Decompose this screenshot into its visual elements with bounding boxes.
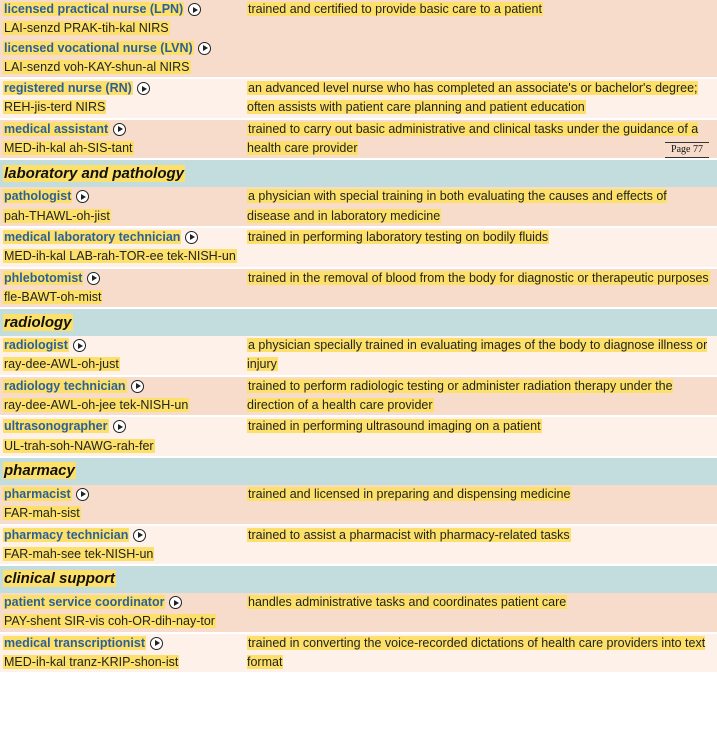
audio-play-icon[interactable] bbox=[113, 123, 126, 136]
term-cell bbox=[0, 78, 243, 119]
audio-play-icon[interactable] bbox=[76, 190, 89, 203]
pronunciation: LAI-senzd PRAK-tih-kal NIRS bbox=[4, 21, 169, 36]
definition-text: a physician specially trained in evaluating images of the body to diagnose illness or injury bbox=[247, 338, 708, 372]
pronunciation: pah-THAWL-oh-jist bbox=[4, 208, 110, 223]
category-header-radiology bbox=[0, 308, 717, 336]
definition-text: handles administrative tasks and coordinates patient care bbox=[248, 595, 567, 610]
audio-play-icon[interactable] bbox=[169, 596, 182, 609]
glossary-row bbox=[0, 336, 717, 376]
audio-play-icon[interactable] bbox=[87, 272, 100, 285]
term-name[interactable]: radiology technician bbox=[4, 378, 126, 393]
definition-text: trained and licensed in preparing and dispensing medicine bbox=[248, 486, 571, 501]
audio-play-icon[interactable] bbox=[133, 529, 146, 542]
audio-play-icon[interactable] bbox=[131, 380, 144, 393]
pronunciation: FAR-mah-sist bbox=[4, 506, 80, 521]
term-entry bbox=[3, 526, 243, 565]
term-name[interactable]: pharmacy technician bbox=[4, 527, 129, 542]
glossary-row bbox=[0, 119, 717, 160]
category-title: clinical support bbox=[4, 570, 115, 588]
definition-cell bbox=[243, 0, 717, 78]
audio-play-icon[interactable] bbox=[185, 231, 198, 244]
glossary-row bbox=[0, 416, 717, 457]
pronunciation: UL-trah-soh-NAWG-rah-fer bbox=[4, 438, 154, 453]
term-entry bbox=[3, 634, 243, 673]
glossary-row bbox=[0, 268, 717, 309]
term-entry bbox=[3, 39, 243, 78]
pronunciation: LAI-senzd voh-KAY-shun-al NIRS bbox=[4, 59, 190, 74]
definition-text: a physician with special training in both evaluating the causes and effects of disease and in laboratory medicine bbox=[247, 189, 667, 223]
term-name[interactable]: licensed vocational nurse (LVN) bbox=[4, 40, 193, 55]
definition-cell bbox=[243, 78, 717, 119]
definition-cell bbox=[243, 633, 717, 674]
definition-text: trained to assist a pharmacist with pharmacy-related tasks bbox=[248, 527, 570, 542]
definition-text: trained and certified to provide basic care to a patient bbox=[248, 2, 542, 16]
pronunciation: ray-dee-AWL-oh-jee tek-NISH-un bbox=[4, 398, 189, 413]
page-number: Page 77 bbox=[665, 142, 709, 158]
definition-text: trained to perform radiologic testing or administer radiation therapy under the direction of a health care provider bbox=[247, 378, 673, 413]
category-title: radiology bbox=[4, 313, 72, 331]
audio-play-icon[interactable] bbox=[113, 420, 126, 433]
definition-text: trained in performing ultrasound imaging on a patient bbox=[248, 419, 541, 434]
definition-text: an advanced level nurse who has completed an associate's or bachelor's degree; often assists with patient care planning and patient education bbox=[247, 81, 698, 115]
term-entry bbox=[3, 377, 243, 416]
audio-play-icon[interactable] bbox=[188, 3, 201, 16]
term-entry bbox=[3, 269, 243, 308]
definition-cell bbox=[243, 187, 717, 227]
pronunciation: PAY-shent SIR-vis coh-OR-dih-nay-tor bbox=[4, 614, 215, 629]
definition-cell bbox=[243, 376, 717, 417]
audio-play-icon[interactable] bbox=[73, 339, 86, 352]
definition-cell bbox=[243, 485, 717, 525]
term-name[interactable]: phlebotomist bbox=[4, 270, 83, 285]
glossary-row bbox=[0, 0, 717, 78]
definition-cell bbox=[243, 525, 717, 566]
term-name[interactable]: patient service coordinator bbox=[4, 595, 165, 610]
glossary-row bbox=[0, 227, 717, 268]
pronunciation: ray-dee-AWL-oh-just bbox=[4, 357, 119, 372]
term-name[interactable]: medical transcriptionist bbox=[4, 635, 146, 650]
term-name[interactable]: medical assistant bbox=[4, 121, 109, 136]
glossary-row bbox=[0, 187, 717, 227]
audio-play-icon[interactable] bbox=[198, 42, 211, 55]
glossary-row bbox=[0, 525, 717, 566]
term-entry bbox=[3, 417, 243, 456]
term-entry bbox=[3, 79, 243, 118]
definition-text: trained in the removal of blood from the body for diagnostic or therapeutic purposes bbox=[248, 270, 709, 285]
term-entry bbox=[3, 593, 243, 632]
glossary-row bbox=[0, 78, 717, 119]
definition-text: trained in performing laboratory testing on bodily fluids bbox=[248, 229, 549, 244]
pronunciation: REH-jis-terd NIRS bbox=[4, 100, 106, 115]
term-cell bbox=[0, 416, 243, 457]
term-entry bbox=[3, 336, 243, 375]
category-title: laboratory and pathology bbox=[4, 164, 185, 182]
definition-cell bbox=[243, 119, 717, 160]
term-entry bbox=[3, 120, 243, 159]
pronunciation: MED-ih-kal LAB-rah-TOR-ee tek-NISH-un bbox=[4, 249, 236, 264]
definition-cell bbox=[243, 268, 717, 309]
definition-text: trained in converting the voice-recorded dictations of health care providers into text format bbox=[247, 635, 706, 670]
definition-text: trained to carry out basic administrative and clinical tasks under the guidance of a health care provider bbox=[247, 121, 699, 156]
term-name[interactable]: pathologist bbox=[4, 189, 72, 204]
term-cell bbox=[0, 336, 243, 376]
glossary-row bbox=[0, 593, 717, 633]
audio-play-icon[interactable] bbox=[150, 637, 163, 650]
term-cell bbox=[0, 485, 243, 525]
term-cell bbox=[0, 525, 243, 566]
term-name[interactable]: registered nurse (RN) bbox=[4, 81, 132, 96]
term-name[interactable]: medical laboratory technician bbox=[4, 229, 181, 244]
category-header-laboratory-and-pathology bbox=[0, 159, 717, 187]
audio-play-icon[interactable] bbox=[137, 82, 150, 95]
glossary-row bbox=[0, 376, 717, 417]
definition-cell bbox=[243, 593, 717, 633]
term-cell bbox=[0, 119, 243, 160]
term-cell bbox=[0, 376, 243, 417]
term-entry bbox=[3, 0, 243, 39]
term-entry bbox=[3, 187, 243, 226]
pronunciation: MED-ih-kal ah-SIS-tant bbox=[4, 141, 133, 156]
term-cell bbox=[0, 187, 243, 227]
definition-cell bbox=[243, 227, 717, 268]
term-name[interactable]: radiologist bbox=[4, 338, 68, 353]
pronunciation: FAR-mah-see tek-NISH-un bbox=[4, 546, 154, 561]
pronunciation: MED-ih-kal tranz-KRIP-shon-ist bbox=[4, 655, 179, 670]
term-name[interactable]: ultrasonographer bbox=[4, 419, 108, 434]
glossary-row bbox=[0, 633, 717, 674]
glossary-row bbox=[0, 485, 717, 525]
term-cell bbox=[0, 593, 243, 633]
term-name[interactable]: licensed practical nurse (LPN) bbox=[4, 2, 184, 16]
term-cell bbox=[0, 0, 243, 78]
category-title: pharmacy bbox=[4, 462, 75, 480]
term-cell bbox=[0, 227, 243, 268]
term-cell bbox=[0, 633, 243, 674]
term-name[interactable]: pharmacist bbox=[4, 486, 71, 501]
definition-cell bbox=[243, 416, 717, 457]
category-header-clinical-support bbox=[0, 565, 717, 593]
definition-cell bbox=[243, 336, 717, 376]
term-entry bbox=[3, 228, 243, 267]
audio-play-icon[interactable] bbox=[76, 488, 89, 501]
pronunciation: fle-BAWT-oh-mist bbox=[4, 289, 102, 304]
term-cell bbox=[0, 268, 243, 309]
term-entry bbox=[3, 485, 243, 524]
category-header-pharmacy bbox=[0, 457, 717, 485]
